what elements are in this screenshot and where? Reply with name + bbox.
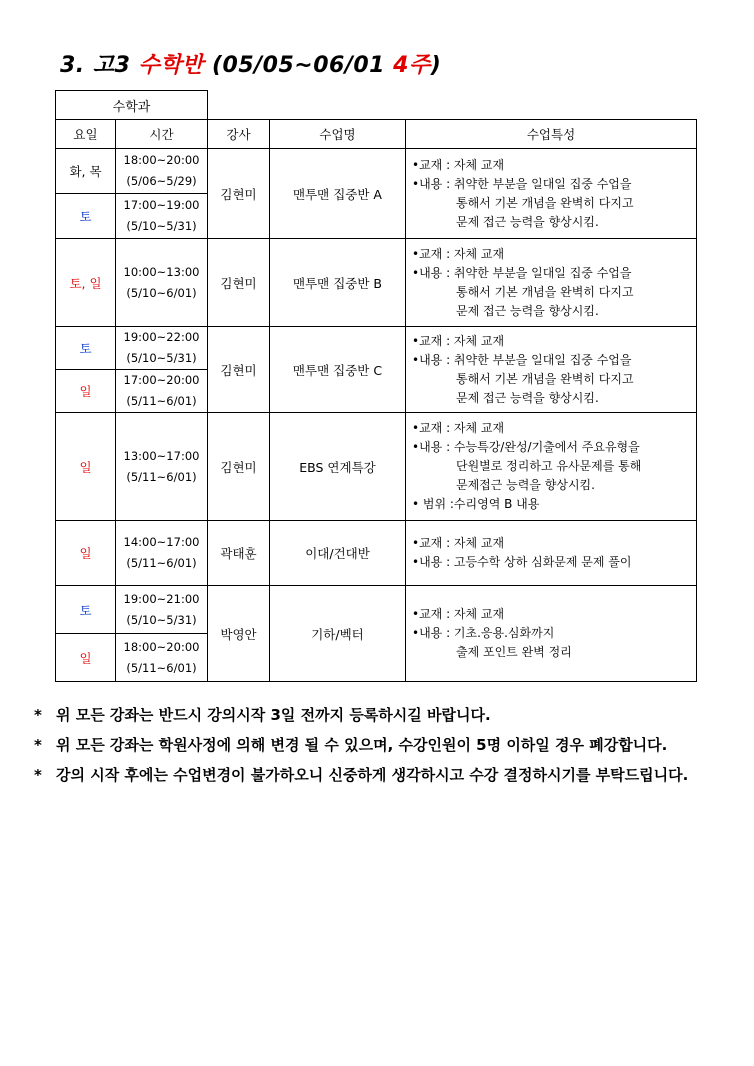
note-text: 위 모든 강좌는 학원사정에 의해 변경 될 수 있으며, 수강인원이 5명 이하일 경우 폐강합니다.: [56, 736, 668, 754]
day-cell: 토, 일: [56, 239, 116, 327]
day-cell: 일: [56, 370, 116, 413]
feature-line: 통해서 기본 개념을 완벽히 다지고: [456, 284, 634, 299]
time-range: 18:00~20:00: [123, 639, 200, 654]
feature-line: 통해서 기본 개념을 완벽히 다지고: [456, 371, 634, 386]
feature-line: •내용 : 취약한 부분을 일대일 집중 수업을: [412, 265, 632, 280]
day-cell: 화, 목: [56, 149, 116, 194]
class-name-cell: 이대/건대반: [270, 521, 406, 586]
time-range: 13:00~17:00: [123, 448, 200, 463]
class-name-cell: 맨투맨 집중반 A: [270, 149, 406, 239]
feature-line: 출제 포인트 완벽 정리: [456, 645, 572, 659]
features-cell: [406, 586, 697, 682]
feature-line: 문제 접근 능력을 향상시킴.: [456, 390, 599, 405]
time-cell: [116, 413, 208, 521]
feature-line: 문제 접근 능력을 향상시킴.: [456, 303, 599, 318]
feature-line: •교재 : 자체 교재: [412, 246, 505, 261]
day-cell: 토: [56, 327, 116, 370]
time-range: 17:00~19:00: [123, 198, 200, 212]
day-cell: 일: [56, 634, 116, 682]
feature-line: •교재 : 자체 교재: [412, 536, 505, 550]
feature-line: • 범위 :수리영역 B 내용: [412, 497, 540, 511]
time-range: 19:00~21:00: [123, 591, 200, 606]
table-row: [56, 239, 697, 327]
table-row: [56, 327, 697, 370]
time-period: (5/06~5/29): [126, 174, 197, 188]
table-row: [56, 521, 697, 586]
class-name-cell: EBS 연계특강: [270, 413, 406, 521]
time-cell: [116, 586, 208, 634]
title-range: (05/05~06/01: [203, 53, 394, 78]
teacher-cell: 김현미: [208, 239, 270, 327]
feature-line: •내용 : 취약한 부분을 일대일 집중 수업을: [412, 352, 632, 367]
time-cell: [116, 239, 208, 327]
time-range: 10:00~13:00: [123, 264, 200, 279]
teacher-cell: 김현미: [208, 413, 270, 521]
time-cell: [116, 370, 208, 413]
table-row: [56, 586, 697, 634]
time-range: 14:00~17:00: [123, 535, 200, 549]
time-period: (5/10~5/31): [126, 351, 197, 365]
feature-line: •교재 : 자체 교재: [412, 607, 505, 621]
note-marker: *: [34, 766, 42, 784]
teacher-cell: 곽태훈: [208, 521, 270, 586]
department-label: 수학과: [55, 90, 208, 120]
time-cell: [116, 194, 208, 239]
time-period: (5/10~5/31): [126, 612, 197, 627]
table-row: [56, 149, 697, 194]
time-period: (5/11~6/01): [126, 394, 197, 408]
feature-line: •내용 : 수능특강/완성/기출에서 주요유형을: [412, 440, 640, 454]
feature-line: •내용 : 기초.응용.심화까지: [412, 626, 555, 640]
feature-line: •교재 : 자체 교재: [412, 157, 505, 172]
title-close: ): [430, 53, 442, 78]
title-weeks: 4주: [393, 53, 431, 78]
feature-line: •내용 : 취약한 부분을 일대일 집중 수업을: [412, 176, 632, 191]
schedule-table: [55, 119, 697, 682]
table-row: [56, 413, 697, 521]
feature-line: 통해서 기본 개념을 완벽히 다지고: [456, 195, 634, 210]
features-cell: [406, 239, 697, 327]
day-cell: 일: [56, 521, 116, 586]
features-cell: [406, 413, 697, 521]
header-features: 수업특성: [406, 120, 697, 149]
header-day: 요일: [56, 120, 116, 149]
class-name-cell: 맨투맨 집중반 B: [270, 239, 406, 327]
time-cell: [116, 521, 208, 586]
time-period: (5/10~6/01): [126, 285, 197, 300]
title-prefix: 3. 고3: [60, 53, 139, 78]
time-period: (5/10~5/31): [126, 219, 197, 233]
features-cell: [406, 327, 697, 413]
day-cell: 토: [56, 194, 116, 239]
notes-section: [34, 700, 724, 790]
time-range: 18:00~20:00: [123, 153, 200, 167]
time-range: 19:00~22:00: [123, 330, 200, 344]
feature-line: 문제 접근 능력을 향상시킴.: [456, 214, 599, 229]
table-header-row: [56, 120, 697, 149]
header-class-name: 수업명: [270, 120, 406, 149]
note-item: [34, 730, 724, 760]
class-name-cell: 기하/벡터: [270, 586, 406, 682]
header-teacher: 강사: [208, 120, 270, 149]
time-period: (5/11~6/01): [126, 556, 197, 570]
note-text: 위 모든 강좌는 반드시 강의시작 3일 전까지 등록하시길 바랍니다.: [56, 706, 491, 724]
header-time: 시간: [116, 120, 208, 149]
time-cell: [116, 634, 208, 682]
note-item: [34, 700, 724, 730]
day-cell: 토: [56, 586, 116, 634]
time-range: 17:00~20:00: [123, 373, 200, 387]
title-subject: 수학반: [138, 53, 204, 78]
note-marker: *: [34, 706, 42, 724]
note-item: [34, 760, 724, 790]
feature-line: •교재 : 자체 교재: [412, 421, 505, 435]
note-marker: *: [34, 736, 42, 754]
time-period: (5/11~6/01): [126, 660, 197, 675]
feature-line: 단원별로 정리하고 유사문제를 통해: [456, 459, 642, 473]
time-period: (5/11~6/01): [126, 469, 197, 484]
class-name-cell: 맨투맨 집중반 C: [270, 327, 406, 413]
page-title: [60, 48, 441, 79]
time-cell: [116, 149, 208, 194]
time-cell: [116, 327, 208, 370]
features-cell: [406, 149, 697, 239]
note-text: 강의 시작 후에는 수업변경이 불가하오니 신중하게 생각하시고 수강 결정하시기를 부탁드립니다.: [56, 766, 689, 784]
features-cell: [406, 521, 697, 586]
teacher-cell: 김현미: [208, 149, 270, 239]
teacher-cell: 김현미: [208, 327, 270, 413]
feature-line: •교재 : 자체 교재: [412, 333, 505, 348]
feature-line: •내용 : 고등수학 상하 심화문제 문제 풀이: [412, 555, 632, 569]
teacher-cell: 박영안: [208, 586, 270, 682]
day-cell: 일: [56, 413, 116, 521]
feature-line: 문제접근 능력을 향상시킴.: [456, 478, 595, 492]
